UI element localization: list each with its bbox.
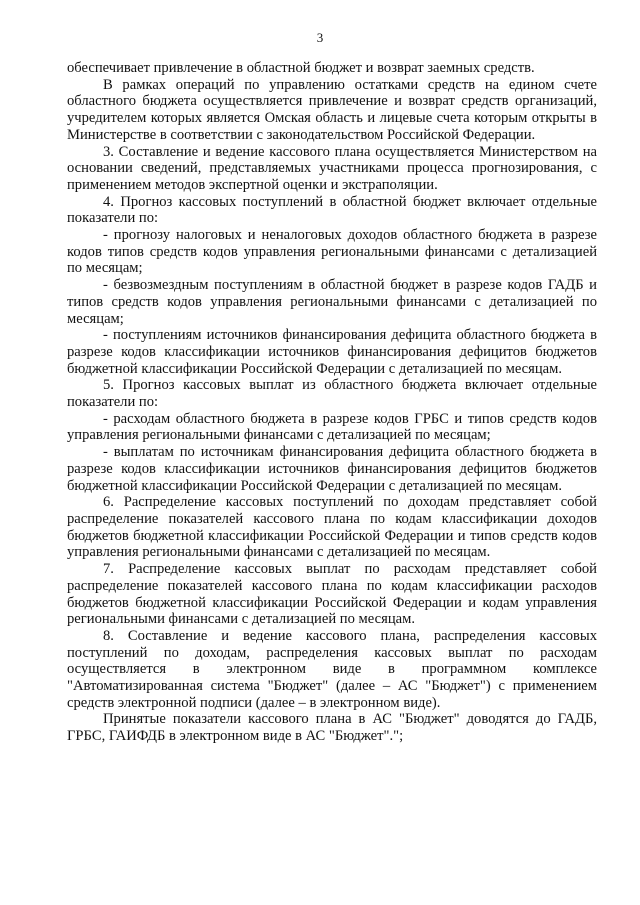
paragraph-item-8: 8. Составление и ведение кассового плана, распределения кассовых поступлений по доходам, распределения кассовых выплат по расходам осуществляется в электронном виде в программном комплексе "Автоматизированная система "Бюджет" (далее – АС "Бюджет") с применением средств электронной подписи (далее – в электронном виде). [67, 627, 597, 711]
paragraph-item-4-gratuitous-receipts: - безвозмездным поступлениям в областной бюджет в разрезе кодов ГАДБ и типов средств кодов управления региональными финансами с детализацией по месяцам; [67, 277, 597, 327]
paragraph-final: Принятые показатели кассового плана в АС "Бюджет" доводятся до ГАДБ, ГРБС, ГАИФДБ в электронном виде в АС "Бюджет"."; [67, 711, 597, 745]
paragraph-item-7: 7. Распределение кассовых выплат по расходам представляет собой распределение показателей кассового плана по кодам классификации расходов бюджетов бюджетной классификации Российской Федерации и кодам управления региональными финансами с детализацией по месяцам. [67, 561, 597, 628]
paragraph-item-5-deficit-payments: - выплатам по источникам финансирования дефицита областного бюджета в разрезе кодов классификации источников финансирования дефицитов бюджетов бюджетной классификации Российской Федерации с детализацией по месяцам. [67, 444, 597, 494]
paragraph-item-4-tax-revenue: - прогнозу налоговых и неналоговых доходов областного бюджета в разрезе кодов типов средств кодов управления региональными финансами с детализацией по месяцам; [67, 227, 597, 277]
paragraph-item-6: 6. Распределение кассовых поступлений по доходам представляет собой распределение показателей кассового плана по кодам классификации доходов бюджетов бюджетной классификации Российской Федерации и типов средств кодов управления региональными финансами с детализацией по месяцам. [67, 494, 597, 561]
paragraph-balance-operations: В рамках операций по управлению остатками средств на едином счете областного бюджета осуществляется привлечение и возврат средств организаций, учредителем которых является Омская область и лицевые счета которым открыты в Министерстве в соответствии с законодательством Российской Федерации. [67, 76, 597, 143]
paragraph-item-4: 4. Прогноз кассовых поступлений в областной бюджет включает отдельные показатели по: [67, 193, 597, 227]
document-body [67, 60, 597, 745]
paragraph-item-5-expenses: - расходам областного бюджета в разрезе кодов ГРБС и типов средств кодов управления региональными финансами с детализацией по месяцам; [67, 410, 597, 444]
paragraph-item-5: 5. Прогноз кассовых выплат из областного бюджета включает отдельные показатели по: [67, 377, 597, 411]
paragraph-item-3: 3. Составление и ведение кассового плана осуществляется Министерством на основании сведений, представляемых участниками процесса прогнозирования, с применением методов экспертной оценки и экстраполяции. [67, 143, 597, 193]
page-number: 3 [316, 30, 324, 45]
paragraph-continuation: обеспечивает привлечение в областной бюджет и возврат заемных средств. [67, 60, 535, 76]
paragraph-item-4-deficit-sources: - поступлениям источников финансирования дефицита областного бюджета в разрезе кодов классификации источников финансирования дефицитов бюджетов бюджетной классификации Российской Федерации с детализацией по месяцам. [67, 327, 597, 377]
